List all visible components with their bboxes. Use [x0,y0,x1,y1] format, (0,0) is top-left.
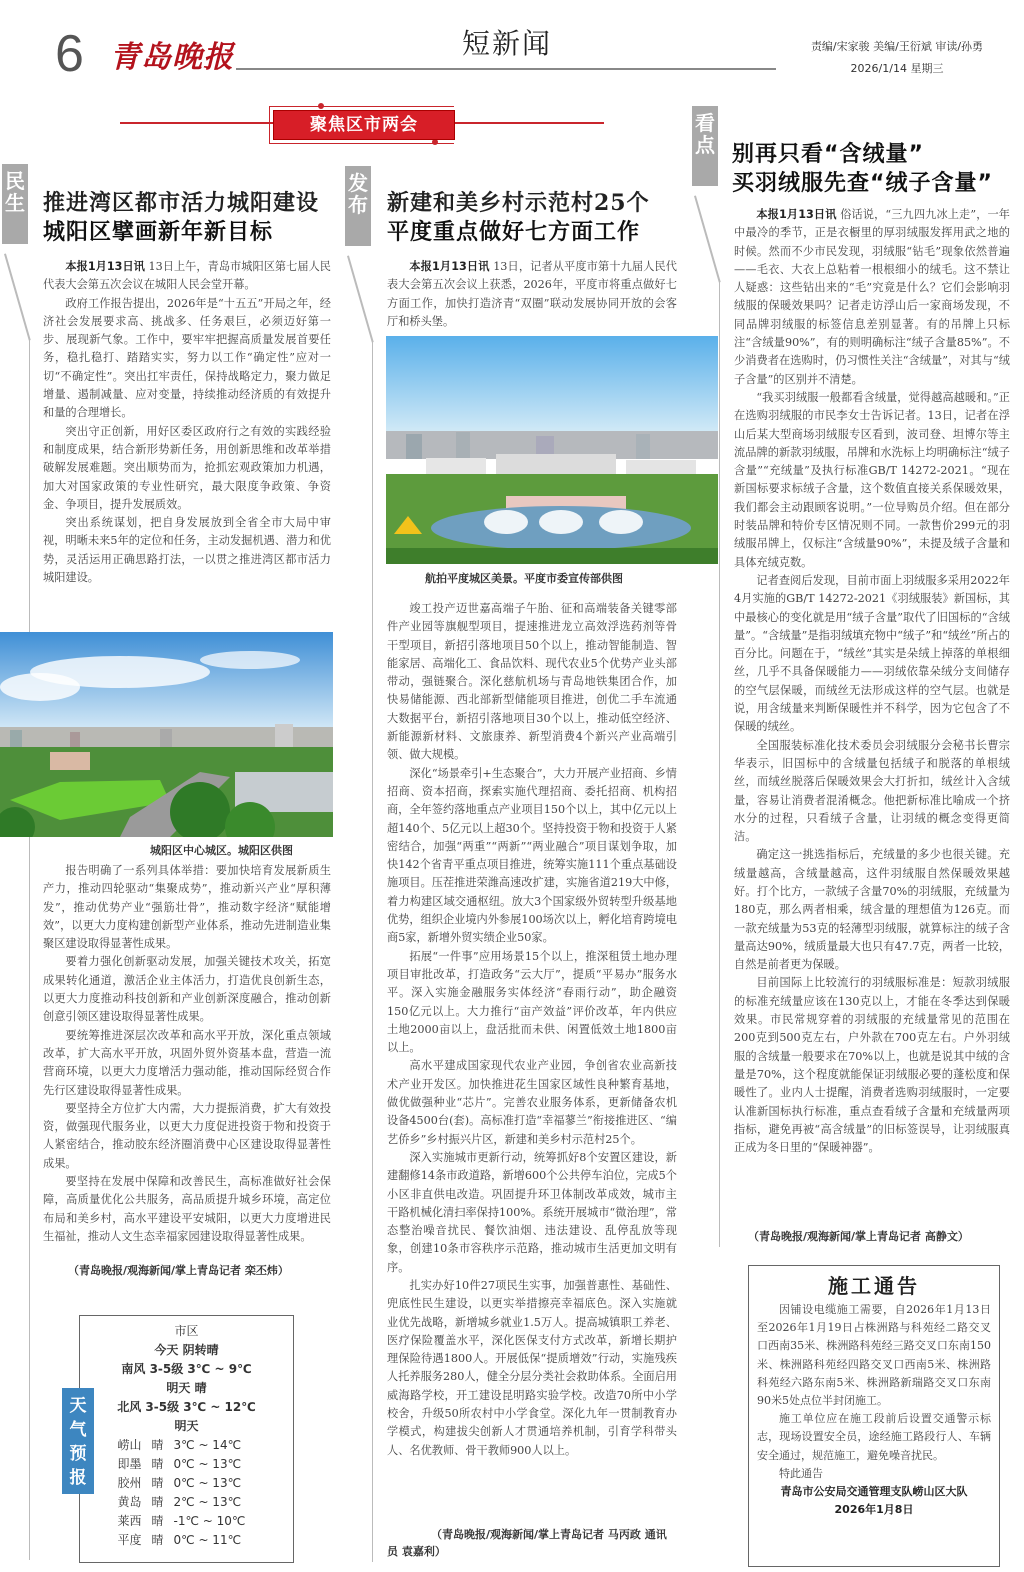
district-range: 2℃ ~ 13℃ [173,1495,242,1509]
district-weather: 晴 [151,1457,164,1471]
tag-diagonal [4,253,31,340]
notice-issuer: 青岛市公安局交通管理支队崂山区大队 [780,1485,968,1499]
tag-char: 气 [69,1420,87,1440]
byline: （青岛晚报/观海新闻/掌上青岛记者 高静文） [748,1230,969,1243]
tag-char: 生 [5,191,25,215]
article-subheadline: 买羽绒服先查“绒子含量” [732,171,993,196]
district-name: 胶州 [117,1476,142,1490]
district-name: 即墨 [117,1457,142,1471]
paragraph: 要坚持全方位扩大内需，大力提振消费，扩大有效投资，做强现代服务业，以更大力度促进投资于物和投资于人紧密结合，推动胶东经济圈消费中心区建设取得显著性成果。 [43,1101,331,1170]
weather-district-row [80,1455,293,1474]
weather-tomorrow-detail: 北风 3-5级 3℃ ~ 12℃ [117,1400,256,1414]
article-headline: 新建和美乡村示范村25个 [387,190,650,216]
tag-char: 民 [5,169,25,193]
district-name: 崂山 [117,1438,142,1452]
photo-caption: 航拍平度城区美景。平度市委宣传部供图 [425,572,623,585]
district-range: 3℃ ~ 14℃ [173,1438,242,1452]
district-name: 平度 [117,1533,142,1547]
paragraph: 高水平建成国家现代农业产业园，争创省农业高新技术产业开发区。加快推进花生国家区域性良种繁育基地，做优做强种业“芯片”。完善农业服务体系，更新储备农机设备4500台(套)。高标准打造“幸福蓼兰”衔接推进区、“编艺侨乡”乡村振兴片区，新建和美乡村示范村25个。 [387,1059,677,1146]
district-range: -1℃ ~ 10℃ [173,1514,246,1528]
banner-dot [318,103,324,109]
paragraph: 竣工投产迈世嘉高端子午胎、征和高端装备关键零部件产业园等旗舰型项目，提速推进龙立高效浮选药剂等骨干型项目，新招引落地项目50个以上，推动智能制造、智能家居、高端化工、食品饮料、现代农业5个优势产业头部带动，强链聚合。深化慈航机场与青岛地铁集团合作，加快易储能源、西北部新型储能项目推进，创优二手车流通大数据平台，新招引落地项目30个以上，推动低空经济、新能源新材料、文旅康养、新型消费4个新兴产业高端引领、做大规模。 [387,602,677,762]
header-divider [236,68,776,70]
tag-char: 点 [695,133,715,157]
district-weather: 晴 [151,1533,164,1547]
tag-char: 预 [69,1444,87,1464]
notice-body [757,1301,991,1483]
district-range: 0℃ ~ 11℃ [173,1533,242,1547]
category-tag [345,166,371,246]
paragraph: 拓展“一件事”应用场景15个以上，推深租赁土地办理项目审批改革，打造政务“云大厅”，提质“平易办”服务水平。深入实施金融服务实体经济“春雨行动”，助企融资150亿元以上。大力推行“亩产效益”评价改革，年内供应土地2000亩以上，盘活批而未供、闲置低效土地1800亩以上。 [387,949,677,1055]
district-weather: 晴 [151,1514,164,1528]
article-body [734,206,1010,1157]
weather-forecast-box [79,1315,294,1563]
byline: （青岛晚报/观海新闻/掌上青岛记者 栾丕炜） [68,1264,289,1277]
pingdu-city-photo [386,336,718,564]
issue-date: 2026/1/14 星期三 [850,62,944,75]
district-range: 0℃ ~ 13℃ [173,1457,242,1471]
paragraph: 记者查阅后发现，目前市面上羽绒服多采用2022年4月实施的GB/T 14272-2021《羽绒服装》新国标，其中最核心的变化就是用“绒子含量”取代了旧国标的“含绒量”。“含绒量”是指羽绒填充物中“绒子”和“绒丝”所占的百分比。问题在于，“绒丝”其实是朵绒上掉落的单根细丝，几乎不具备保暖能力——羽绒依靠朵绒分支间储存的空气层保暖，而绒丝无法形成这样的空气层。也就是说，用含绒量来判断保暖性并不科学，因为它包含了不保暖的绒丝。 [734,573,1010,734]
paragraph: 突出守正创新，用好区委区政府行之有效的实践经验和制度成果，结合新形势新任务，用创新思维和改革举措破解发展难题。突出顺势而为，抢抓宏观政策加力机遇，加大对国家政策的专业性研究，最大限度争政策、争资金、争项目，提升发展质效。 [43,424,331,511]
district-weather: 晴 [151,1495,164,1509]
article-subheadline: 平度重点做好七方面工作 [387,220,641,245]
newspaper-logo: 青岛晚报 [110,40,234,75]
weather-district-row [80,1474,293,1493]
column-rule [719,282,720,1247]
tag-diagonal [694,195,721,282]
section-title: 短新闻 [462,27,553,60]
column-rule [372,342,373,1562]
paragraph: 施工单位应在施工段前后设置交通警示标志，现场设置安全员，途经施工路段行人、车辆安全通过，规范施工，避免噪音扰民。 [757,1412,991,1462]
paragraph: “我买羽绒服一般都看含绒量，觉得越高越暖和。”正在选购羽绒服的市民李女士告诉记者。13日，记者在浮山后某大型商场羽绒服专区看到，波司登、坦博尔等主流品牌的新款羽绒服，吊牌和水洗标上均明确标注“绒子含量”“充绒量”及执行标准GB/T 14272-2021。“现在新国标要求标绒子含量，这个数值直接关系保暖效果，我们都会主动跟顾客说明。”一位导购员介绍。但在部分时装品牌和特价专区情况则不同。一款售价299元的羽绒服吊牌上，仅标注“含绒量90%”，未提及绒子含量和具体充绒克数。 [734,390,1010,569]
editor-credits: 责编/宋家骏 美编/王衍斌 审读/孙勇 [810,40,984,53]
paragraph: 因铺设电缆施工需要，自2026年1月13日至2026年1月19日占株洲路与科苑经二路交叉口西南35米、株洲路科苑经三路交叉口东南150米、株洲路科苑经四路交叉口西南5米、株洲路科苑经六路东南5米、株洲路新瑞路交叉口东南90米5处点位半封闭施工。 [757,1303,991,1408]
dateline: 本报1月13日讯 [756,208,837,221]
paragraph: 要坚持在发展中保障和改善民生，高标准做好社会保障，高质量优化公共服务，高品质提升城乡环境，高定位布局和美乡村，高水平建设平安城阳，以更大力度增进民生福祉，推动人文生态幸福家园建设取得显著性成果。 [43,1175,331,1243]
paragraph: 突出系统谋划，把自身发展放到全省全市大局中审视，明晰未来5年的定位和任务，主动发掘机遇、潜力和优势，灵活运用正确思路打法，一以贯之推进湾区都市活力城阳建设。 [43,516,331,585]
column-rule [29,340,30,1560]
district-range: 0℃ ~ 13℃ [173,1476,242,1490]
tag-char: 报 [69,1468,87,1488]
article-body [387,600,677,1460]
paragraph: 深入实施城市更新行动，统筹抓好8个安置区建设，新建翻修14条市政道路，新增600个公共停车泊位，完成5个小区非直供电改造。巩固提升环卫体制改革成效，城市主干路机械化清扫率保持100%。系统开展城市“微治理”，常态整治噪音扰民、餐饮油烟、违法建设、乱停乱放等现象，创建10条市容秩序示范路，推动城市生活更加文明有序。 [387,1150,677,1274]
weather-district-row [80,1531,293,1550]
tag-diagonal [347,255,374,342]
section-banner: 聚焦区市两会 [273,110,455,140]
weather-district-row [80,1512,293,1531]
paragraph: 目前国际上比较流行的羽绒服标准是：短款羽绒服的标准充绒量应该在130克以上，才能在冬季达到保暖效果。市民常规穿着的羽绒服的充绒量常见的范围在200克到500克左右，户外款在700克左右。户外羽绒服的含绒量一般要求在70%以上，也就是说其中绒的含量是70%，这个程度就能保证羽绒服必要的蓬松度和保暖性了。业内人士提醒，消费者选购羽绒服时，一定要认准新国标执行标准，重点查看绒子含量和充绒量两项指标，避免再被“高含绒量”的旧标签误导，让羽绒服真正成为冬日里的“保暖神器”。 [734,976,1010,1155]
article-headline: 别再只看“含绒量” [732,142,924,167]
photo-caption: 城阳区中心城区。城阳区供图 [150,844,293,857]
paragraph: 确定这一挑选指标后，充绒量的多少也很关键。充绒量越高，含绒量越高，这件羽绒服自然保暖效果越好。打个比方，一款绒子含量70%的羽绒服，充绒量为180克，那么两者相乘，绒含量的理想值为126克。而一款充绒量为53克的轻薄型羽绒服，就算标注的绒子含量高达90%，绒质量最大也只有47.7克，两者一比较，自然是前者更为保暖。 [734,848,1010,972]
notice-date: 2026年1月8日 [834,1503,914,1517]
paragraph: 俗话说，“三九四九冰上走”，一年中最冷的季节，正是衣橱里的厚羽绒服发挥用武之地的时候。然而不少市民发现，羽绒服“钻毛”现象依然普遍——毛衣、大衣上总粘着一根根细小的绒毛。这不禁让人疑惑：这些钻出来的“毛”究竟是什么？它们会影响羽绒服的保暖效果吗？记者走访浮山后一家商场发现，不同品牌羽绒服的标签信息差别显著。有的吊牌上只标注“含绒量90%”，有的则明确标注“绒子含量85%”。不少消费者在选购时，仍习惯性关注“含绒量”，对其与“绒子含量”的区别并不清楚。 [734,208,1010,386]
district-weather: 晴 [151,1438,164,1452]
paragraph: 政府工作报告提出，2026年是“十五五”开局之年，经济社会发展要求高、挑战多、任务艰巨，必须迈好第一步、展现新气象。工作中，要牢牢把握高质量发展首要任务，稳扎稳打、踏踏实实，努力以工作“确定性”应对一切“不确定性”。突出扛牢责任，保持战略定力，聚力做足增量、遏制减量、应对变量，持续推动经济质的有效提升和量的合理增长。 [43,296,331,420]
tag-char: 布 [348,193,368,217]
dateline: 本报1月13日讯 [65,260,145,273]
page-number: 6 [55,25,84,83]
paragraph: 扎实办好10件27项民生实事，加强普惠性、基础性、兜底性民生建设，以更实举措擦亮幸福底色。深入实施就业优先战略，新增城乡就业1.5万人。提高城镇职工养老、医疗保险覆盖水平，深化医保支付方式改革，新增长期护理保险待遇1800人。开展低保“提质增效”行动，实施残疾人托养服务280人，健全分层分类社会救助体系。全面启用威海路学校，开工建设昆明路实验学校。改造70所中小学校舍，升级50所农村中小学食堂。深化九年一贯制教育办学模式，构建拔尖创新人才贯通培养机制，引育学科带头人、名优教师、骨干教师900人以上。 [387,1278,677,1457]
article-body [387,258,677,331]
dateline: 本报1月13日讯 [409,260,490,273]
paragraph: 13日，记者从平度市第十九届人民代表大会第五次会议上获悉，2026年，平度市将重点做好七方面工作，加快打造济青“双圈”联动发展协同开放的会客厅和桥头堡。 [387,260,677,328]
weather-tomorrow: 明天 晴 [166,1381,207,1395]
article-body [43,258,331,587]
paragraph: 13日上午，青岛市城阳区第七届人民代表大会第五次会议在城阳人民会堂开幕。 [43,260,331,292]
weather-today: 今天 阴转晴 [154,1343,219,1357]
weather-districts-label: 明天 [174,1419,199,1433]
district-weather: 晴 [151,1476,164,1490]
article-body [43,862,331,1246]
category-tag [2,164,28,244]
weather-today-detail: 南风 3-5级 3℃ ~ 9℃ [121,1362,252,1376]
weather-district-row [80,1436,293,1455]
chengyang-city-photo [0,632,333,837]
weather-tag [62,1388,94,1494]
paragraph: 深化“场景牵引+生态聚合”，大力开展产业招商、乡情招商、资本招商，探索实施代理招商、委托招商、机构招商，全年签约落地重点产业项目150个以上，其中亿元以上超140个、5亿元以上超30个。坚持投资于物和投资于人紧密结合，加强“两重”“两新”“两业融合”项目谋划争取，加快142个省青平重点项目推进，统筹实施111个重点基础设施项目。压茬推进荣潍高速改扩建，实施省道219大中修，着力构建区域交通枢纽。放大3个国家级外贸转型升级基地优势，组织企业境内外参展100场次以上，孵化培育跨境电商5家，新增外贸实绩企业50家。 [387,766,677,945]
paragraph: 特此通告 [779,1466,823,1480]
category-tag [692,106,718,186]
paragraph: 要统筹推进深层次改革和高水平开放，深化重点领域改革，扩大高水平开放，巩固外贸外资基本盘，营造一流营商环境，以更大力度增活力强动能，推动国际经贸合作先行区建设取得显著性成果。 [43,1028,331,1097]
tag-char: 天 [69,1396,87,1416]
district-name: 莱西 [117,1514,142,1528]
byline: （青岛晚报/观海新闻/掌上青岛记者 马丙政 通讯员 袁嘉利） [387,1528,667,1558]
weather-region: 市区 [174,1324,199,1338]
paragraph: 要着力强化创新驱动发展，加强关键技术攻关，拓宽成果转化通道，激活企业主体活力，打造优良创新生态，以更大力度推动科技创新和产业创新深度融合，推动创新创意引领区建设取得显著性成果。 [43,955,331,1024]
construction-notice [748,1265,1000,1567]
tag-char: 看 [695,111,715,135]
tag-char: 发 [348,171,368,195]
paragraph: 全国服装标准化技术委员会羽绒服分会秘书长曹宗华表示，旧国标中的含绒量包括绒子和脱落的单根绒丝，而绒丝脱落后保暖效果会大打折扣，绒丝计入含绒量，容易让消费者混淆概念。他把新标准比喻成一个挤水分的过程，只看绒子含量，让羽绒的概念变得更简洁。 [734,738,1010,844]
weather-district-row [80,1493,293,1512]
district-name: 黄岛 [117,1495,142,1509]
paragraph: 报告明确了一系列具体举措：要加快培育发展新质生产力，推动四轮驱动“集聚成势”，推动新兴产业“厚积薄发”，推动优势产业“强筋壮骨”，推动数字经济“赋能增效”，以更大力度构建创新型产业体系，推动先进制造业集聚区建设取得显著性成果。 [43,864,331,951]
article-headline: 推进湾区都市活力城阳建设 [43,190,320,216]
notice-title: 施工通告 [828,1274,920,1298]
article-subheadline: 城阳区擘画新年新目标 [43,220,274,245]
